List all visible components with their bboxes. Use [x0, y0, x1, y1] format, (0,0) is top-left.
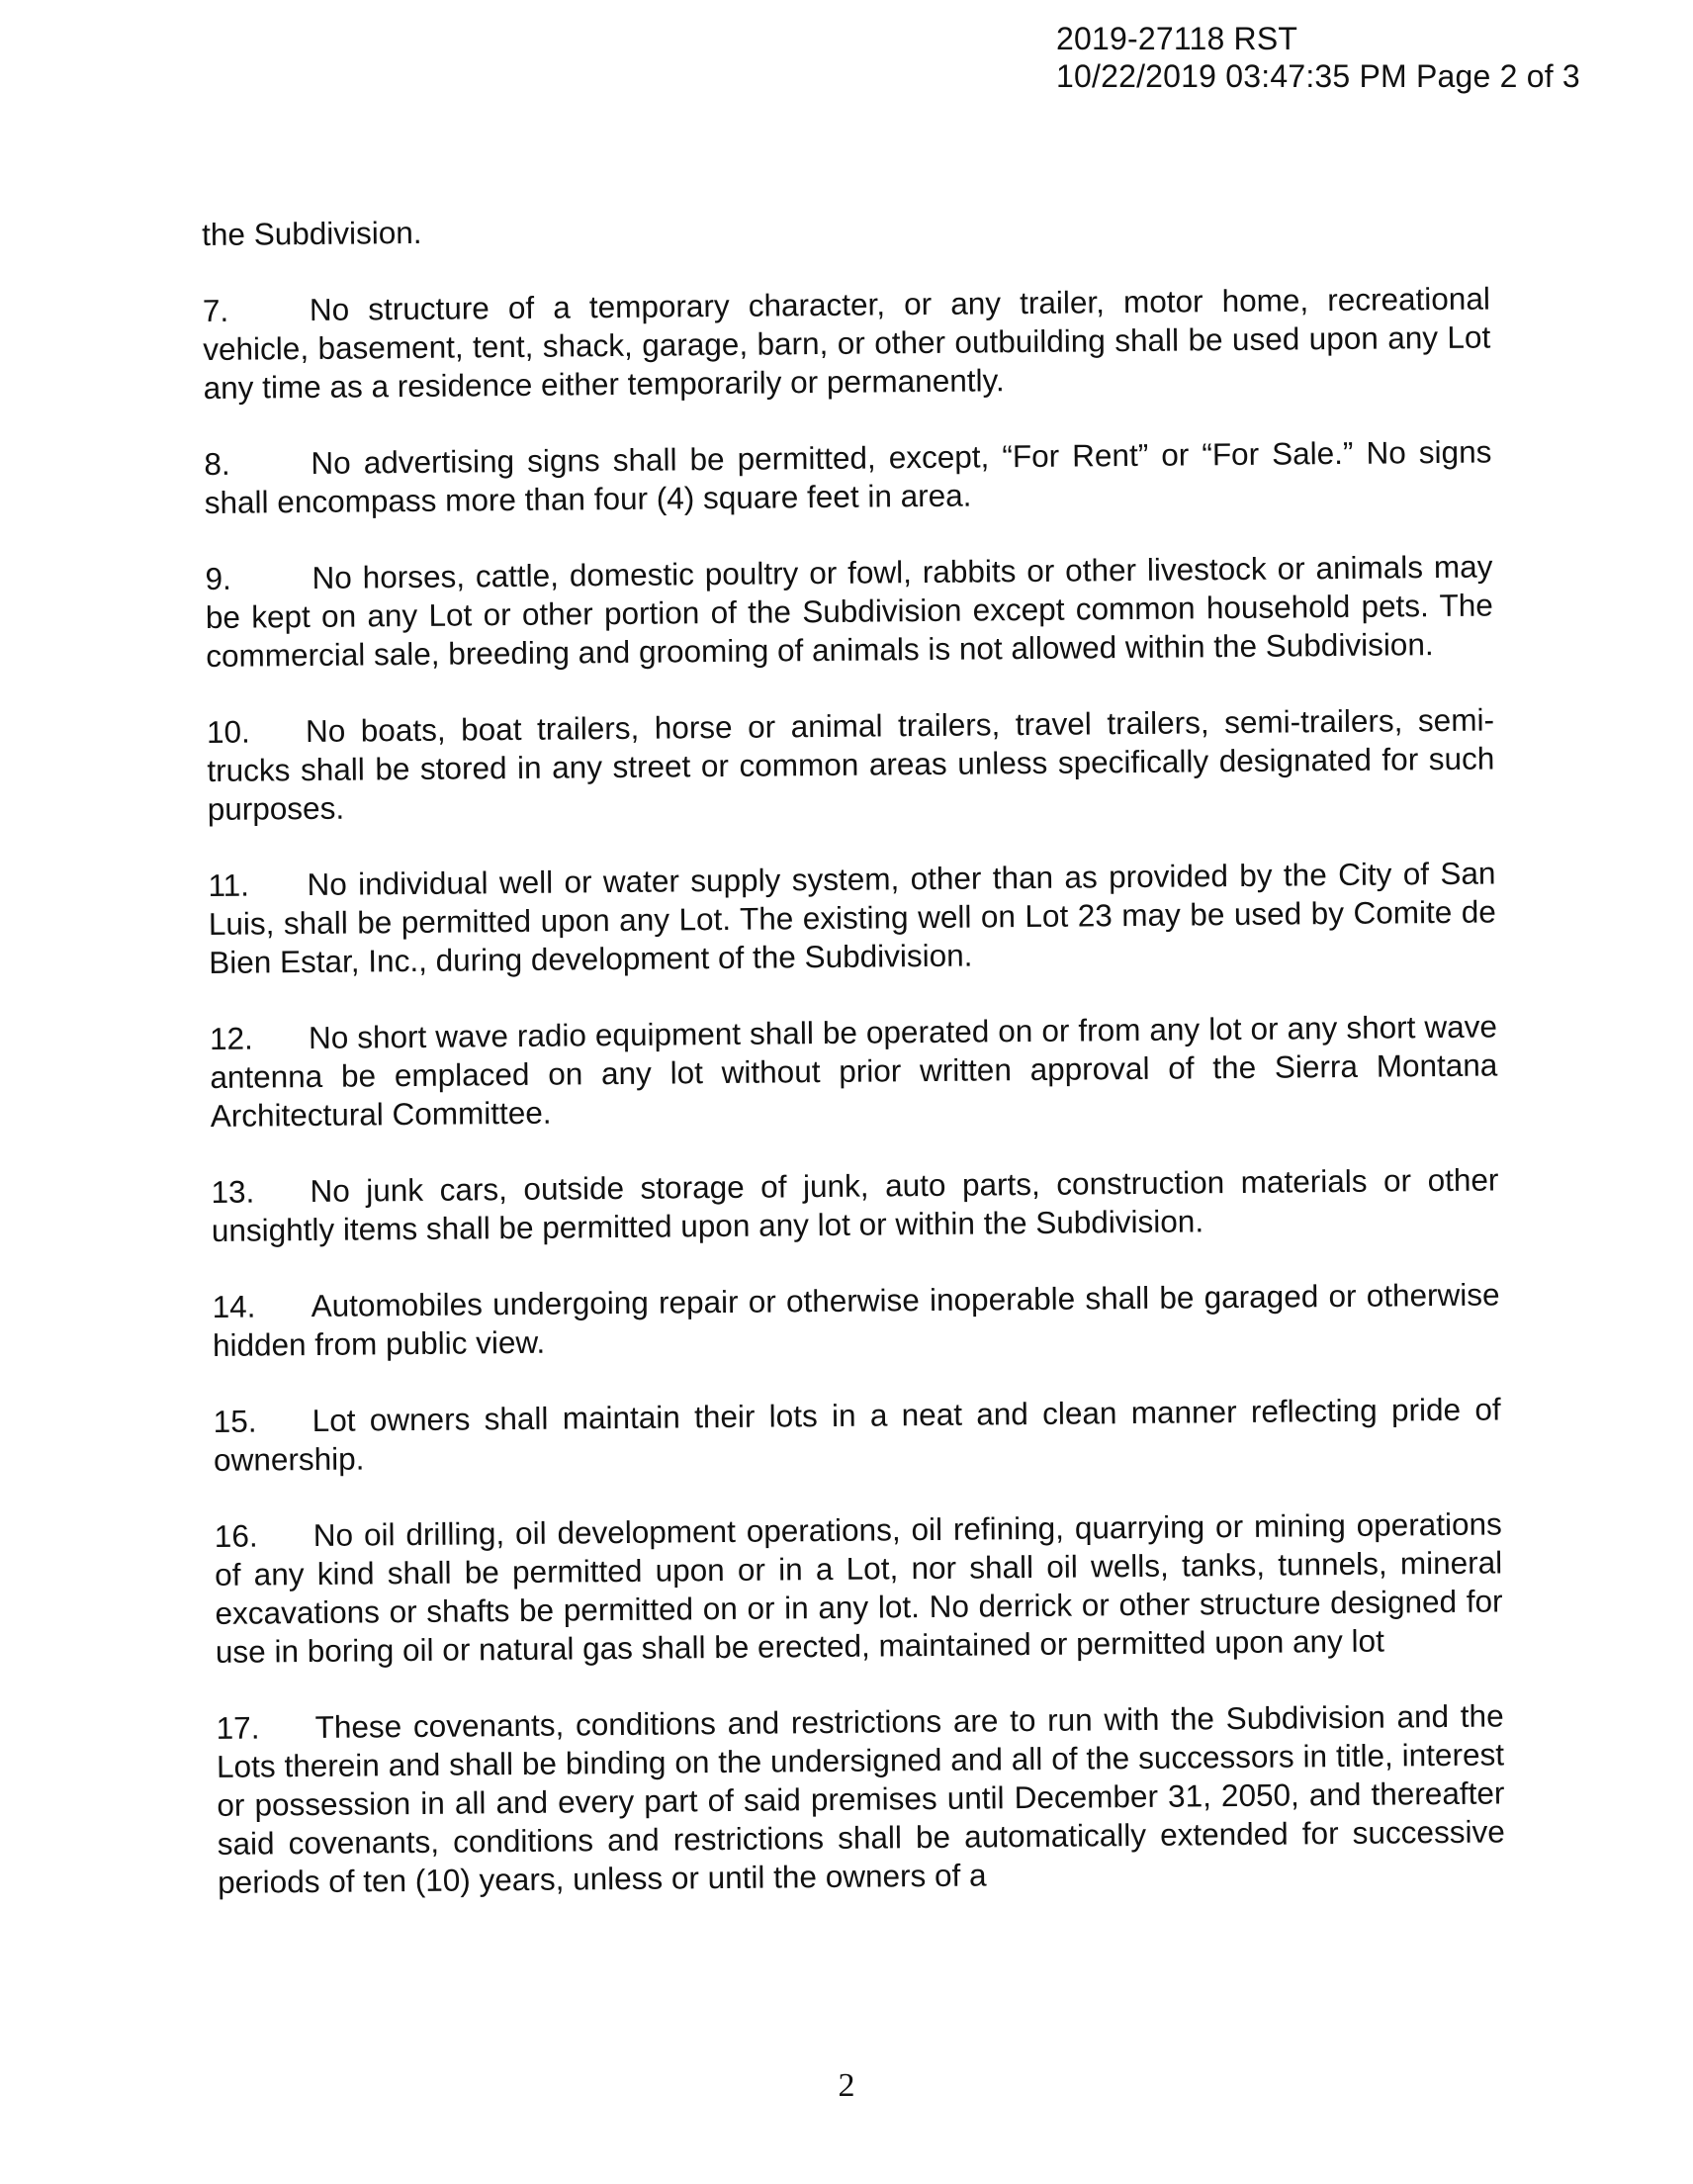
paragraph-10: [207, 700, 1495, 828]
paragraph-9: [205, 547, 1493, 675]
paragraph-text: No short wave radio equipment shall be operated on or from any lot or any short wave antenna be emplaced on any lot without prior written approval of the Sierra Montana Architectural Committee.: [210, 1008, 1498, 1134]
paragraph-text: No junk cars, outside storage of junk, auto parts, construction materials or other unsightly items shall be permitted upon any lot or within the Subdivision.: [211, 1161, 1499, 1248]
paragraph-text: No advertising signs shall be permitted, except, “For Rent” or “For Sale.” No signs shall encompass more than four (4) square feet in area.: [204, 433, 1492, 520]
page-number: 2: [838, 2067, 855, 2104]
paragraph-text: No oil drilling, oil development operations, oil refining, quarrying or mining operations of any kind shall be permitted upon or in a Lot, nor shall oil wells, tanks, tunnels, mineral excavations or shafts be permitted on or in any lot. No derrick or other structure designed for use in boring oil or natural gas shall be erected, maintained or permitted upon any lot: [215, 1505, 1503, 1670]
paragraph-number: 7.: [202, 292, 229, 328]
document-number: 2019-27118 RST: [1056, 21, 1298, 56]
paragraph-number: 15.: [213, 1403, 257, 1439]
paragraph-number: 16.: [214, 1517, 258, 1554]
paragraph-text: No boats, boat trailers, horse or animal trailers, travel trailers, semi-trailers, semi-trucks shall be stored in any street or common areas unless specifically designated for such purposes.: [207, 701, 1495, 827]
paragraph-14: [212, 1275, 1500, 1364]
paragraph-15: [214, 1390, 1502, 1479]
paragraph-12: [210, 1007, 1498, 1135]
paragraph-text: No individual well or water supply system, other than as provided by the City of San Luis, shall be permitted upon any Lot. The existing well on Lot 23 may be used by Comite de Bien Estar, Inc., during development of the Subdivision.: [208, 855, 1496, 980]
paragraph-16: [215, 1504, 1503, 1671]
recording-timestamp: 10/22/2019 03:47:35 PM Page 2 of 3: [1056, 58, 1580, 94]
paragraph-11: [208, 854, 1496, 981]
paragraph-number: 12.: [209, 1020, 253, 1056]
paragraph-text: Automobiles undergoing repair or otherwise inoperable shall be garaged or otherwise hidden from public view.: [212, 1276, 1500, 1363]
paragraph-text: No horses, cattle, domestic poultry or fowl, rabbits or other livestock or animals may be kept on any Lot or other portion of the Subdivision except common household pets. The commercial sale, breeding and grooming of animals is not allowed within the Subdivision.: [205, 548, 1494, 674]
paragraph-text: These covenants, conditions and restrictions are to run with the Subdivision and the Lots therein and shall be binding on the undersigned and all of the successors in title, interest or possession in all and every part of said premises until December 31, 2050, and thereafter said covenants, conditions and restrictions shall be automatically extended for successive periods of ten (10) years, unless or until the owners of a: [216, 1697, 1505, 1900]
paragraph-number: 10.: [206, 713, 250, 750]
paragraph-number: 13.: [211, 1173, 255, 1210]
paragraph-number: 8.: [204, 445, 230, 482]
paragraph-13: [211, 1160, 1499, 1249]
continued-text: the Subdivision.: [202, 214, 422, 252]
recording-header: [1056, 20, 1649, 95]
paragraph-text: No structure of a temporary character, or any trailer, motor home, recreational vehicle, basement, tent, shack, garage, barn, or other outbuilding shall be used upon any Lot any time as a residence either temporarily or permanently.: [203, 280, 1491, 406]
paragraph-17: [216, 1696, 1505, 1901]
paragraph-number: 17.: [216, 1709, 260, 1746]
paragraph-number: 11.: [208, 866, 250, 903]
paragraph-number: 9.: [205, 560, 231, 596]
paragraph-text: Lot owners shall maintain their lots in a neat and clean manner reflecting pride of ownership.: [213, 1391, 1501, 1478]
paragraph-7: [203, 279, 1491, 407]
document-body: [202, 204, 1506, 1940]
paragraph-number: 14.: [212, 1288, 256, 1324]
paragraph-8: [204, 432, 1492, 521]
